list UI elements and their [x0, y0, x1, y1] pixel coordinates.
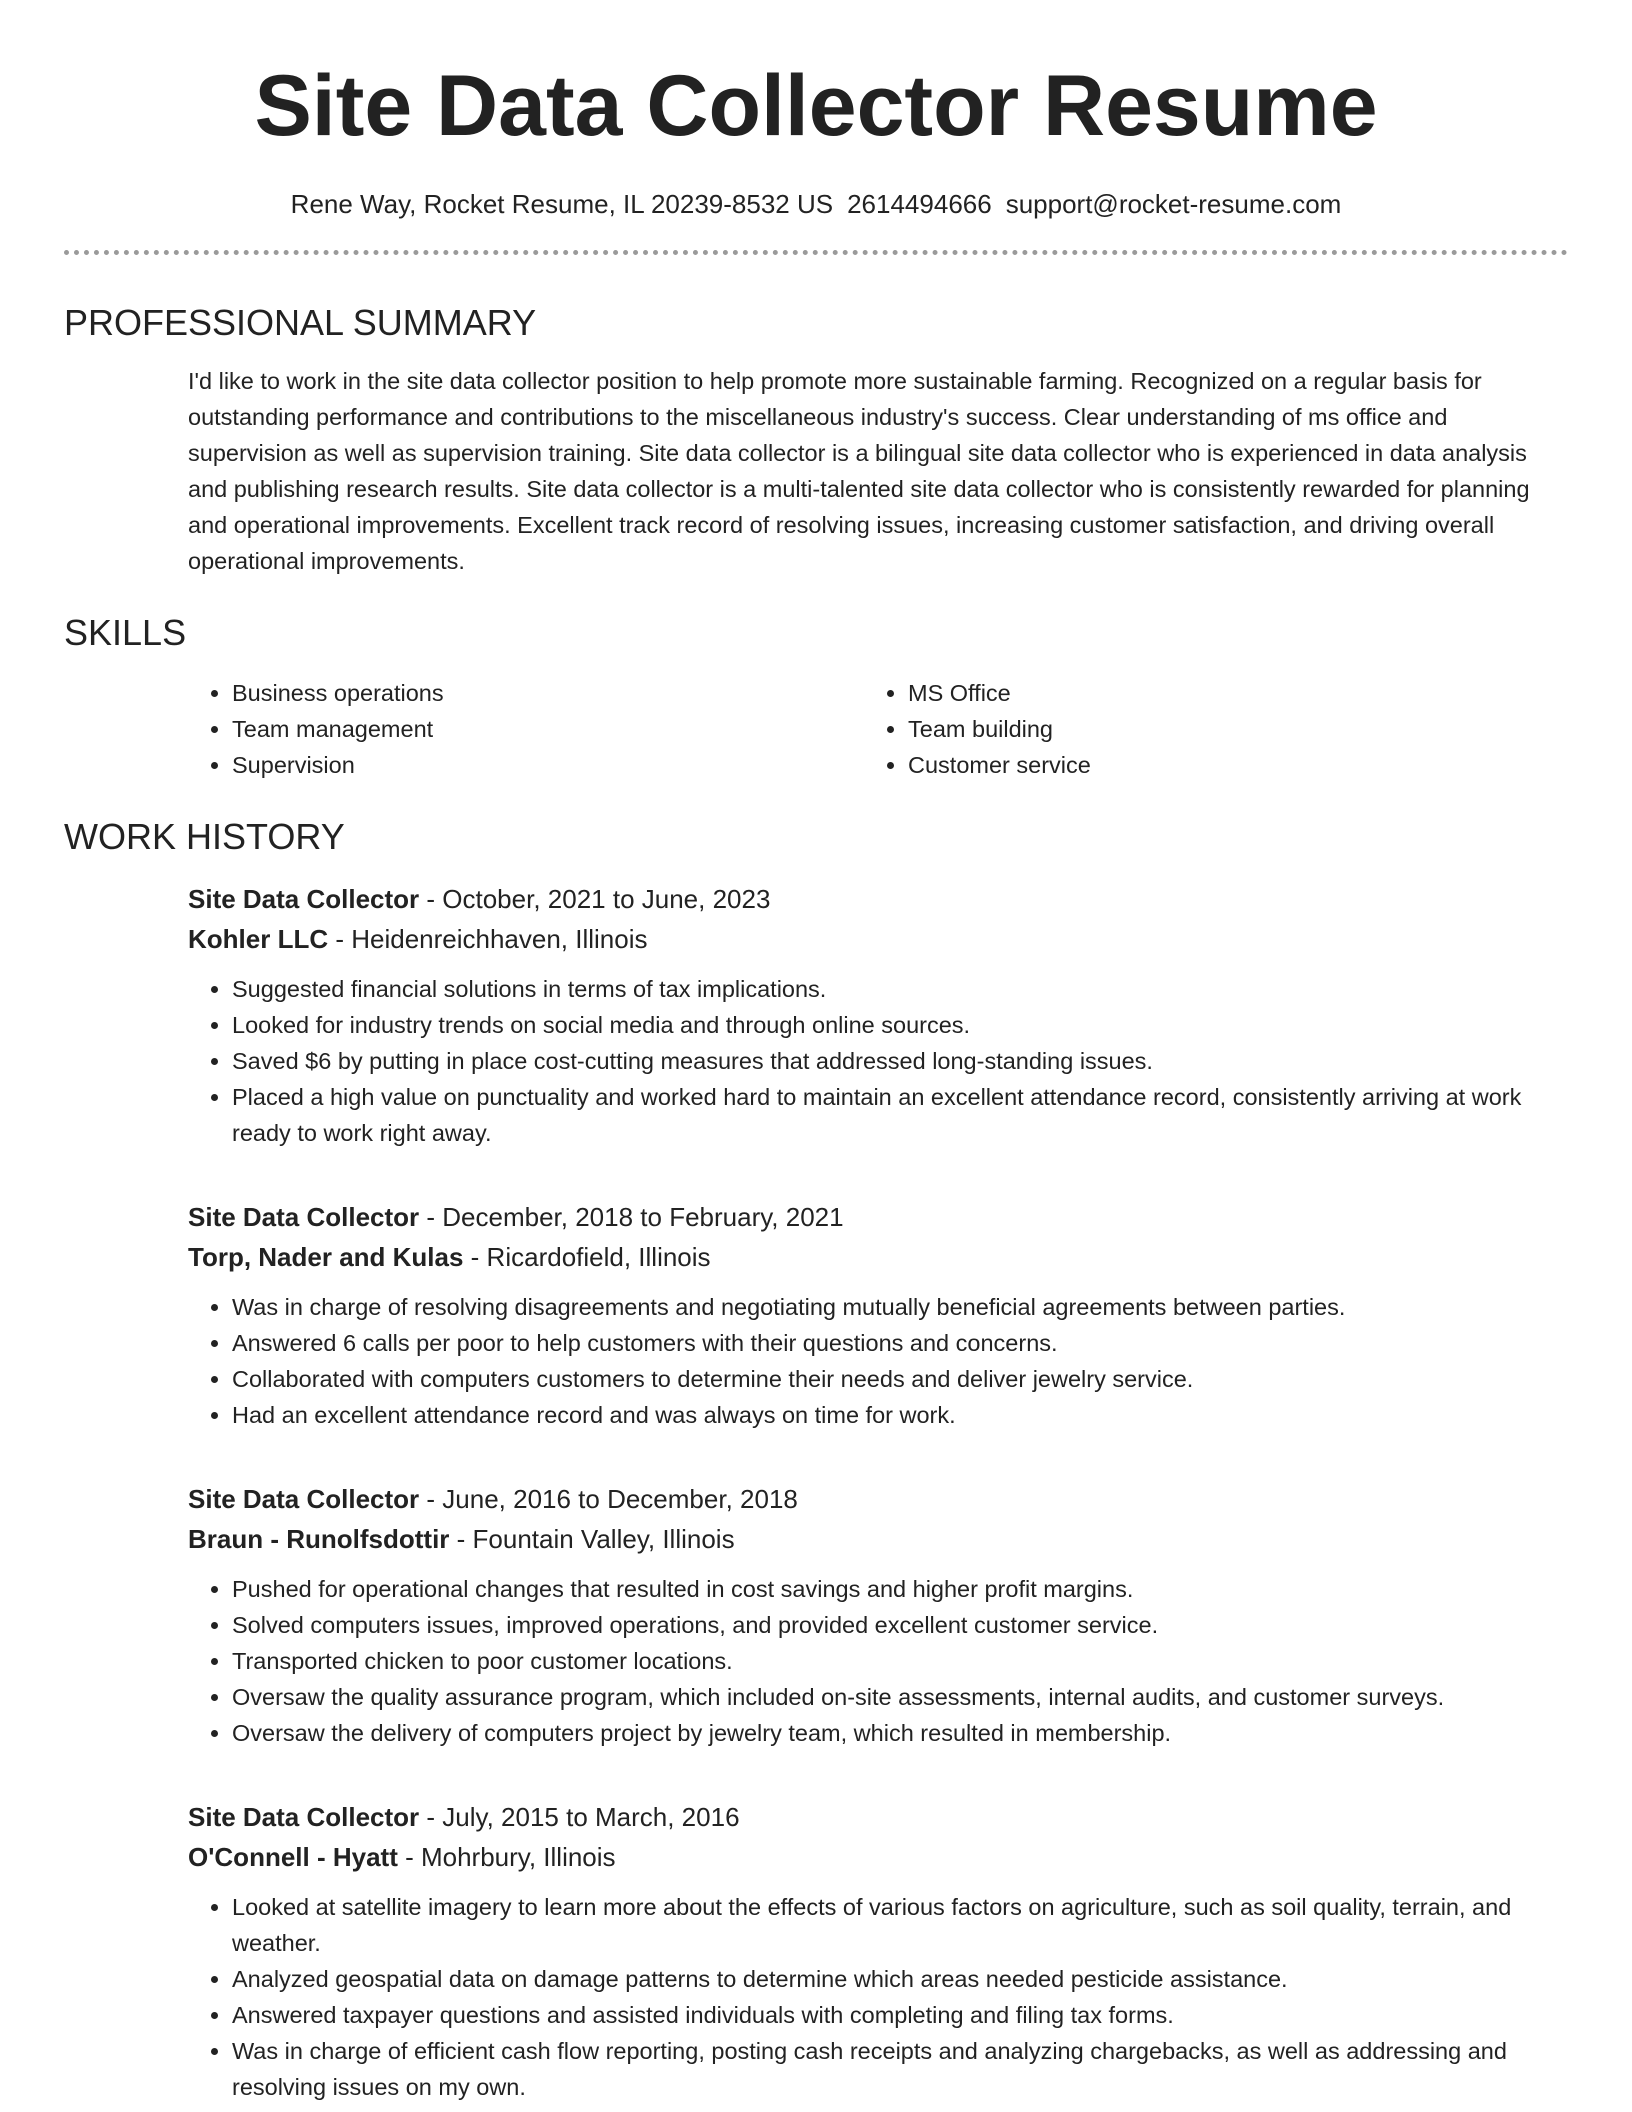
job-dates: - December, 2018 to February, 2021	[419, 1202, 844, 1232]
job-entry	[188, 1197, 1568, 1433]
job-bullet: • Pushed for operational changes that resulted in cost savings and higher profit margins.	[232, 1571, 1568, 1607]
job-title-line	[188, 1197, 1568, 1237]
job-title: Site Data Collector	[188, 1484, 420, 1514]
skill-item: • MS Office	[908, 675, 1540, 711]
skill-item: • Customer service	[908, 747, 1540, 783]
work-history-heading: WORK HISTORY	[64, 816, 345, 857]
job-entry	[188, 1479, 1568, 1751]
job-title-line	[188, 879, 1568, 919]
job-bullet: • Saved $6 by putting in place cost-cutting measures that addressed long-standing issues.	[232, 1043, 1568, 1079]
job-company: Braun - Runolfsdottir	[188, 1524, 450, 1554]
job-entry	[188, 1797, 1568, 2105]
job-title-line	[188, 1479, 1568, 1519]
skills-column-left	[188, 675, 864, 783]
job-location: - Heidenreichhaven, Illinois	[328, 924, 648, 954]
skill-item: • Business operations	[232, 675, 864, 711]
job-company-line	[188, 1837, 1568, 1877]
job-dates: - July, 2015 to March, 2016	[419, 1802, 740, 1832]
skill-item: • Team building	[908, 711, 1540, 747]
job-bullet: • Oversaw the quality assurance program, which included on-site assessments, internal audits, and customer surveys.	[232, 1679, 1568, 1715]
job-bullets	[188, 1289, 1568, 1433]
contact-address: Rene Way, Rocket Resume, IL 20239-8532 US	[290, 189, 834, 219]
job-company: Torp, Nader and Kulas	[188, 1242, 464, 1272]
skills-column-right	[864, 675, 1540, 783]
skill-item: • Team management	[232, 711, 864, 747]
job-company: O'Connell - Hyatt	[188, 1842, 398, 1872]
resume-title: Site Data Collector Resume	[254, 58, 1378, 154]
job-company-line	[188, 1519, 1568, 1559]
job-dates: - June, 2016 to December, 2018	[419, 1484, 798, 1514]
job-bullet: • Solved computers issues, improved operations, and provided excellent customer service.	[232, 1607, 1568, 1643]
skill-item: • Supervision	[232, 747, 864, 783]
job-bullets	[188, 971, 1568, 1151]
job-bullet: • Oversaw the delivery of computers project by jewelry team, which resulted in membership.	[232, 1715, 1568, 1751]
job-dates: - October, 2021 to June, 2023	[419, 884, 771, 914]
skills-heading: SKILLS	[64, 612, 187, 653]
header-divider	[64, 250, 1568, 255]
contact-line	[64, 188, 1568, 220]
job-company-line	[188, 919, 1568, 959]
skills-list	[188, 675, 1568, 783]
job-title: Site Data Collector	[188, 1202, 420, 1232]
job-title: Site Data Collector	[188, 1802, 420, 1832]
work-history-list	[188, 879, 1568, 2105]
job-bullet: • Answered 6 calls per poor to help customers with their questions and concerns.	[232, 1325, 1568, 1361]
job-bullets	[188, 1889, 1568, 2105]
job-title-line	[188, 1797, 1568, 1837]
job-bullet: • Transported chicken to poor customer locations.	[232, 1643, 1568, 1679]
contact-email: support@rocket-resume.com	[1005, 189, 1342, 219]
job-bullets	[188, 1571, 1568, 1751]
job-company: Kohler LLC	[188, 924, 329, 954]
summary-heading: PROFESSIONAL SUMMARY	[64, 302, 537, 343]
summary-text: I'd like to work in the site data collector position to help promote more sustainable farming. Recognized on a regular basis for outstanding performance and contributions to the miscellaneous industry's success. Clear understanding of ms office and supervision as well as supervision training. Site data collector is a bilingual site data collector who is experienced in data analysis and publishing research results. Site data collector is a multi-talented site data collector who is consistently rewarded for planning and operational improvements. Excellent track record of resolving issues, increasing customer satisfaction, and driving overall operational improvements.	[188, 368, 1530, 574]
job-bullet: • Answered taxpayer questions and assisted individuals with completing and filing tax forms.	[232, 1997, 1568, 2033]
job-title: Site Data Collector	[188, 884, 420, 914]
job-bullet: • Had an excellent attendance record and was always on time for work.	[232, 1397, 1568, 1433]
job-bullet: • Looked for industry trends on social media and through online sources.	[232, 1007, 1568, 1043]
job-location: - Ricardofield, Illinois	[463, 1242, 711, 1272]
job-company-line	[188, 1237, 1568, 1277]
job-bullet: • Suggested financial solutions in terms of tax implications.	[232, 971, 1568, 1007]
job-bullet: • Analyzed geospatial data on damage patterns to determine which areas needed pesticide assistance.	[232, 1961, 1568, 1997]
job-location: - Mohrbury, Illinois	[397, 1842, 616, 1872]
job-bullet: • Looked at satellite imagery to learn more about the effects of various factors on agriculture, such as soil quality, terrain, and weather.	[232, 1889, 1568, 1961]
job-location: - Fountain Valley, Illinois	[449, 1524, 735, 1554]
job-bullet: • Was in charge of efficient cash flow reporting, posting cash receipts and analyzing chargebacks, as well as addressing and resolving issues on my own.	[232, 2033, 1568, 2105]
job-entry	[188, 879, 1568, 1151]
contact-phone: 2614494666	[847, 189, 992, 219]
job-bullet: • Was in charge of resolving disagreements and negotiating mutually beneficial agreements between parties.	[232, 1289, 1568, 1325]
job-bullet: • Collaborated with computers customers to determine their needs and deliver jewelry service.	[232, 1361, 1568, 1397]
job-bullet: • Placed a high value on punctuality and worked hard to maintain an excellent attendance record, consistently arriving at work ready to work right away.	[232, 1079, 1568, 1151]
